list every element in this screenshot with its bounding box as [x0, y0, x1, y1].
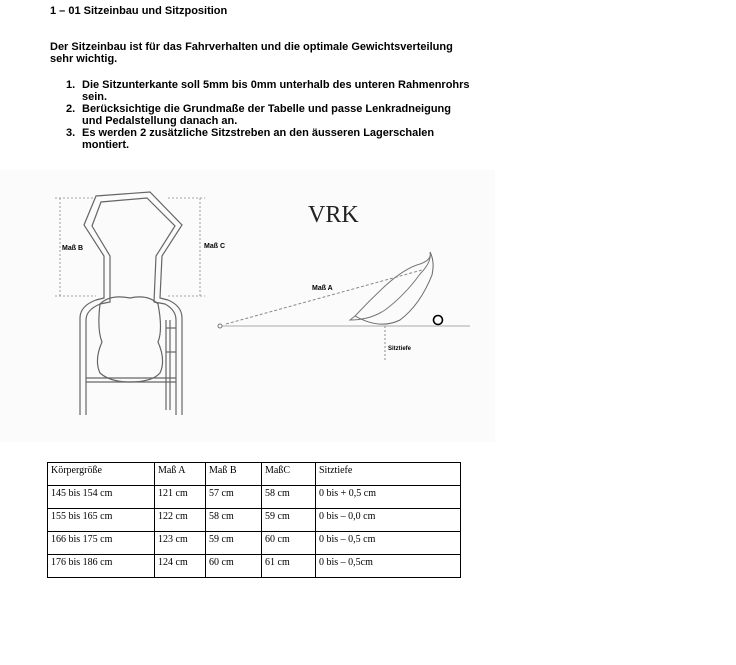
table-cell: 59 cm: [262, 509, 316, 532]
table-cell: 60 cm: [206, 555, 262, 578]
table-cell: 145 bis 154 cm: [48, 486, 155, 509]
table-cell: 57 cm: [206, 486, 262, 509]
seat-dimension-table: [47, 462, 461, 578]
column-header: Sitztiefe: [316, 463, 461, 486]
seat-side-view: [218, 252, 470, 360]
table-cell: 61 cm: [262, 555, 316, 578]
seat-diagram-drawing: [0, 170, 495, 442]
table-cell: 0 bis – 0,5cm: [316, 555, 461, 578]
list-item: [50, 127, 470, 151]
label-mass-b: Maß B: [62, 245, 83, 252]
list-item-text: Es werden 2 zusätzliche Sitzstreben an den äusseren Lagerschalen montiert.: [82, 127, 435, 151]
list-item-number: 2.: [66, 103, 76, 115]
table-cell: 166 bis 175 cm: [48, 532, 155, 555]
table-cell: 59 cm: [206, 532, 262, 555]
label-mass-a: Maß A: [312, 285, 333, 292]
list-item-number: 3.: [66, 127, 76, 139]
brand-logo: VRK: [308, 202, 359, 228]
column-header: Körpergröße: [48, 463, 155, 486]
list-item-number: 1.: [66, 79, 76, 91]
table-cell: 124 cm: [155, 555, 206, 578]
table-cell: 0 bis – 0,5 cm: [316, 532, 461, 555]
frame-front-view: [80, 192, 182, 415]
column-header: Maß B: [206, 463, 262, 486]
intro-paragraph: Der Sitzeinbau ist für das Fahrverhalten und die optimale Gewichtsverteilung sehr wichtig.: [50, 41, 453, 65]
table-row: [48, 555, 461, 578]
section-heading: 1 – 01 Sitzeinbau und Sitzposition: [50, 5, 228, 17]
dimension-c-line: [168, 198, 205, 296]
table-cell: 58 cm: [262, 486, 316, 509]
table-header-row: [48, 463, 461, 486]
table-cell: 176 bis 186 cm: [48, 555, 155, 578]
column-header: Maß A: [155, 463, 206, 486]
seat-diagram: [0, 170, 495, 442]
table-row: [48, 486, 461, 509]
list-item-text: Berücksichtige die Grundmaße der Tabelle und passe Lenkradneigung und Pedalstellung danach an.: [82, 103, 451, 127]
table-cell: 155 bis 165 cm: [48, 509, 155, 532]
list-item-text: Die Sitzunterkante soll 5mm bis 0mm unterhalb des unteren Rahmenrohrs sein.: [82, 79, 470, 103]
column-header: MaßC: [262, 463, 316, 486]
table-cell: 60 cm: [262, 532, 316, 555]
table-cell: 121 cm: [155, 486, 206, 509]
table-cell: 122 cm: [155, 509, 206, 532]
label-mass-c: Maß C: [204, 243, 225, 250]
table-cell: 0 bis + 0,5 cm: [316, 486, 461, 509]
table-cell: 123 cm: [155, 532, 206, 555]
list-item: [50, 79, 470, 103]
label-seat-depth: Sitztiefe: [388, 346, 412, 352]
table-cell: 58 cm: [206, 509, 262, 532]
list-item: [50, 103, 470, 127]
table-row: [48, 509, 461, 532]
table-cell: 0 bis – 0,0 cm: [316, 509, 461, 532]
instruction-list: [50, 79, 470, 151]
table-row: [48, 532, 461, 555]
